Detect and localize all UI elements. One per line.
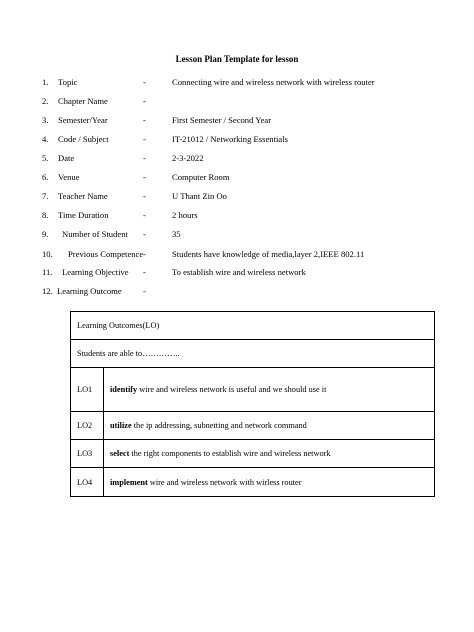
item-label: Learning Outcome (57, 286, 122, 296)
item-date (0, 152, 474, 164)
item-dash: - (143, 115, 146, 125)
item-venue (0, 171, 474, 183)
item-value: First Semester / Second Year (172, 115, 272, 125)
item-label: Time Duration (58, 210, 109, 220)
lo-keyword: identify (110, 385, 138, 394)
lo-description (104, 412, 435, 440)
item-dash: - (143, 210, 146, 220)
item-dash: - (143, 77, 146, 87)
item-dash: - (143, 229, 146, 239)
lo-row (71, 368, 435, 412)
item-learning-outcome (0, 285, 474, 297)
lo-keyword: implement (110, 477, 148, 487)
item-label: Teacher Name (58, 191, 108, 201)
item-chapter-name (0, 95, 474, 107)
item-semester-year (0, 114, 474, 126)
item-dash: - (143, 134, 146, 144)
item-label: Semester/Year (58, 115, 108, 125)
item-number: 8. (42, 210, 49, 220)
lo-table-intro: Students are able to………….. (71, 340, 435, 368)
item-value: Computer Room (172, 172, 230, 182)
lo-row (71, 440, 435, 468)
item-code-subject (0, 133, 474, 145)
item-previous-competence (0, 248, 474, 260)
item-number: 9. (42, 229, 49, 239)
item-dash: - (143, 96, 146, 106)
lo-description (104, 368, 435, 412)
lo-row (71, 468, 435, 497)
item-label: Previous Competence (68, 249, 144, 259)
item-number-of-student (0, 228, 474, 240)
item-dash: - (143, 172, 146, 182)
lo-keyword: utilize (110, 421, 132, 430)
item-number: 3. (42, 115, 49, 125)
item-dash: - (143, 153, 146, 163)
item-teacher-name (0, 190, 474, 202)
lo-table-header: Learning Outcomes(LO) (71, 312, 435, 340)
item-number: 5. (42, 153, 49, 163)
lo-description (104, 440, 435, 468)
item-dash: - (143, 267, 146, 277)
item-dash: - (143, 286, 146, 296)
item-learning-objective (0, 266, 474, 278)
item-time-duration (0, 209, 474, 221)
lo-text: wire and wireless network is useful and we should use it (137, 385, 327, 394)
lo-code: LO4 (71, 468, 104, 497)
item-label: Number of Student (62, 229, 128, 239)
item-value: Connecting wire and wireless network with wireless router (172, 77, 375, 87)
lo-code: LO1 (71, 368, 104, 412)
lo-description (104, 468, 435, 497)
document-title: Lesson Plan Template for lesson (175, 54, 299, 64)
item-value: 35 (172, 229, 181, 239)
item-number: 1. (42, 77, 49, 87)
item-label: Chapter Name (58, 96, 108, 106)
item-label: Date (58, 153, 75, 163)
lo-text: the right components to establish wire and wireless network (129, 449, 331, 458)
lo-text: the ip addressing, subnetting and network command (131, 421, 307, 430)
item-number: 2. (42, 96, 49, 106)
lo-code: LO2 (71, 412, 104, 440)
lo-keyword: select (110, 449, 130, 458)
item-value: 2 hours (172, 210, 198, 220)
item-value: To establish wire and wireless network (172, 267, 306, 277)
item-topic (0, 76, 474, 88)
item-value: 2-3-2022 (172, 153, 204, 163)
item-label: Learning Objective (62, 267, 129, 277)
item-dash: - (143, 249, 146, 259)
lo-text: wire and wireless network with wirless router (147, 477, 302, 487)
item-value: U Thant Zin Oo (172, 191, 227, 201)
item-number: 11. (42, 267, 53, 277)
item-value: Students have knowledge of media,layer 2,IEEE 802.11 (172, 249, 365, 259)
item-label: Topic (58, 77, 78, 87)
item-number: 4. (42, 134, 49, 144)
item-dash: - (143, 191, 146, 201)
item-number: 12. (42, 286, 53, 296)
item-label: Code / Subject (58, 134, 109, 144)
lo-row (71, 412, 435, 440)
item-number: 6. (42, 172, 49, 182)
item-number: 10. (42, 249, 53, 259)
item-value: IT-21012 / Networking Essentials (172, 134, 288, 144)
lo-code: LO3 (71, 440, 104, 468)
item-number: 7. (42, 191, 49, 201)
item-label: Venue (58, 172, 80, 182)
learning-outcomes-table (70, 311, 435, 497)
